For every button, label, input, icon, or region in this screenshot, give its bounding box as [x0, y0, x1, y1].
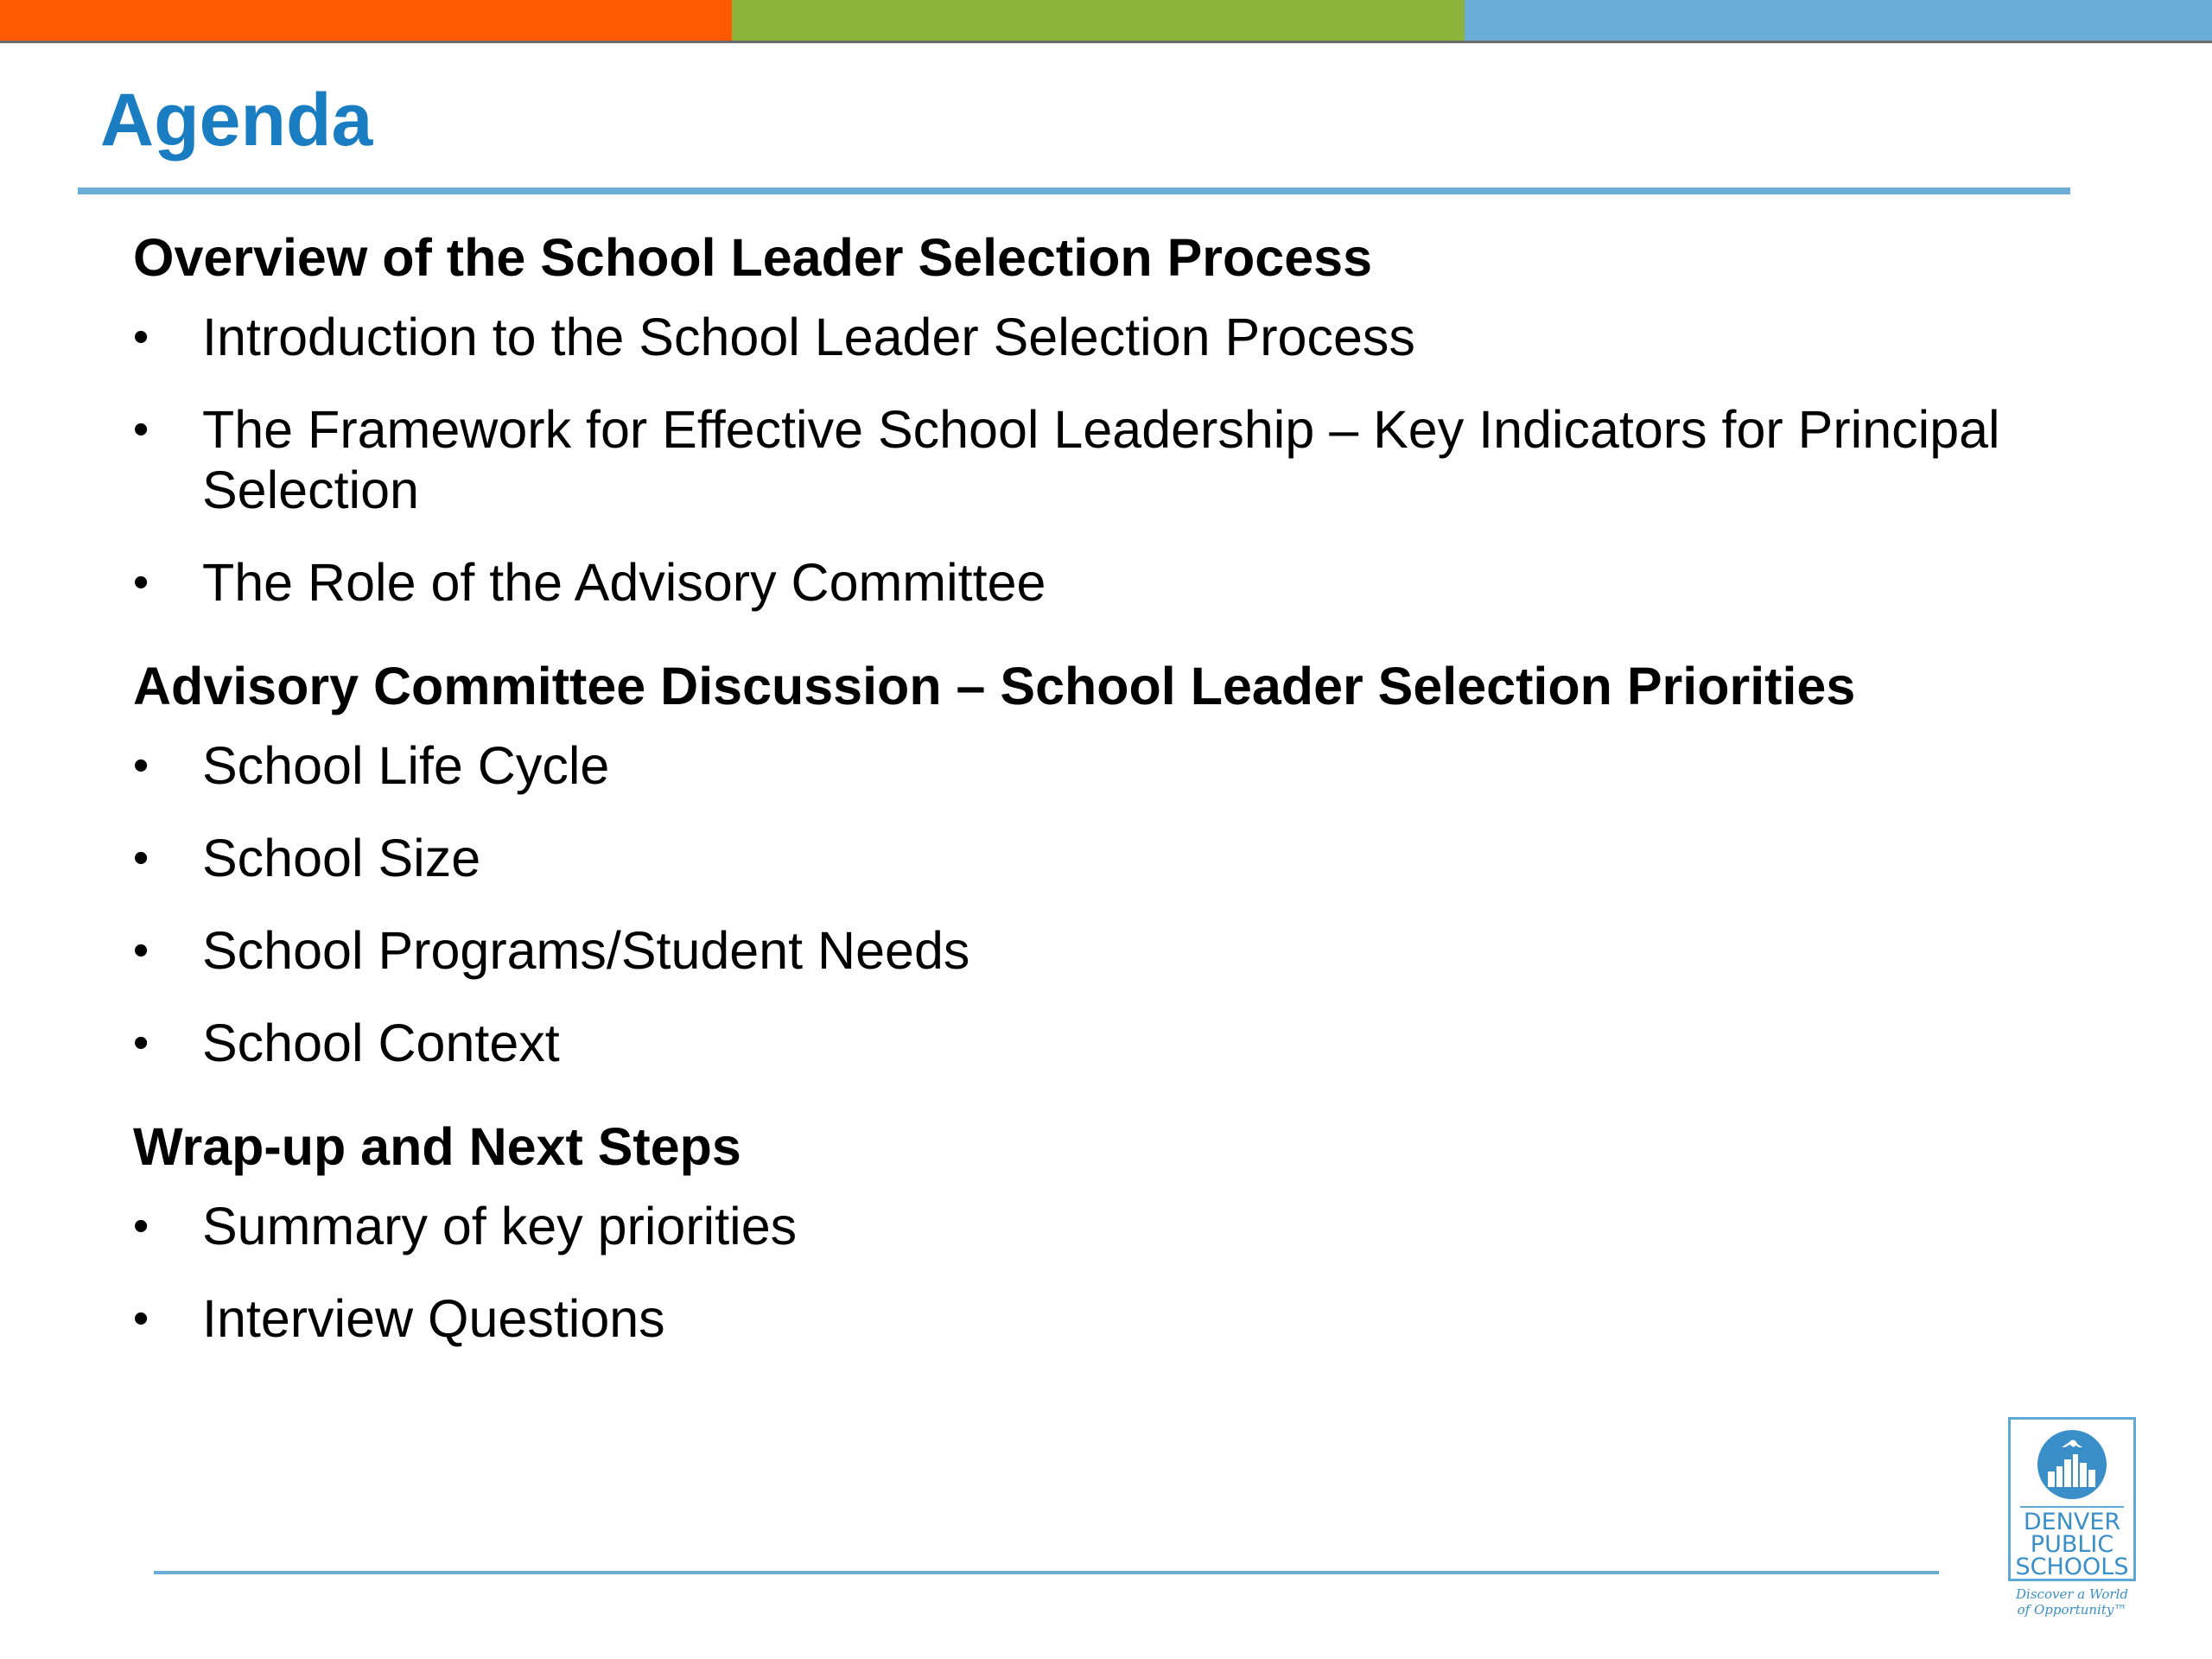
slide-title: Agenda [100, 79, 373, 162]
bullet-icon: • [133, 557, 149, 607]
list-item-text: School Life Cycle [202, 736, 610, 795]
list-item-text: School Size [202, 829, 481, 887]
bullet-icon: • [133, 1294, 149, 1344]
bullet-icon: • [133, 1018, 149, 1068]
logo-tagline-line: Discover a World [2016, 1586, 2128, 1602]
list-item [133, 1013, 2034, 1073]
bullet-icon: • [133, 833, 149, 883]
top-bar-orange-segment [0, 0, 732, 43]
city-skyline-icon [2036, 1428, 2108, 1501]
top-bar-blue-segment [1465, 0, 2212, 43]
list-item-text: Introduction to the School Leader Selection Process [202, 308, 1415, 366]
agenda-content [133, 220, 2034, 1349]
list-item-text: The Framework for Effective School Leadership – Key Indicators for Principal Selection [202, 400, 2000, 519]
footer-rule [154, 1571, 1939, 1574]
list-item [133, 828, 2034, 888]
section-heading: Advisory Committee Discussion – School Leader Selection Priorities [133, 657, 1856, 715]
bullet-icon: • [133, 404, 149, 454]
list-item [133, 307, 2034, 367]
bullet-icon: • [133, 925, 149, 976]
logo-name-line: PUBLIC [2030, 1531, 2114, 1558]
list-item-text: Interview Questions [202, 1289, 665, 1348]
logo-tagline [1994, 1586, 2150, 1618]
bullet-list [133, 735, 2034, 1073]
bullet-icon: • [133, 312, 149, 362]
top-color-bar [0, 0, 2212, 43]
logo-box [2008, 1417, 2136, 1581]
list-item [133, 399, 2034, 520]
bullet-list [133, 307, 2034, 613]
list-item [133, 1288, 2034, 1349]
list-item [133, 1196, 2034, 1256]
list-item [133, 735, 2034, 796]
agenda-section-overview [133, 220, 2034, 613]
section-heading: Wrap-up and Next Steps [133, 1117, 741, 1176]
bullet-icon: • [133, 1201, 149, 1251]
title-underline [78, 188, 2070, 194]
logo-name-line: SCHOOLS [2015, 1554, 2129, 1580]
list-item [133, 552, 2034, 613]
list-item [133, 920, 2034, 981]
logo-name-line: DENVER [2023, 1509, 2121, 1535]
list-item-text: School Programs/Student Needs [202, 921, 970, 980]
list-item-text: Summary of key priorities [202, 1197, 798, 1255]
top-bar-green-segment [732, 0, 1465, 43]
logo-divider [2020, 1506, 2124, 1508]
list-item-text: The Role of the Advisory Committee [202, 553, 1046, 612]
dps-logo [2006, 1417, 2138, 1618]
bullet-icon: • [133, 741, 149, 791]
bullet-list [133, 1196, 2034, 1349]
section-heading: Overview of the School Leader Selection Process [133, 228, 1373, 287]
agenda-section-wrapup [133, 1109, 2034, 1349]
agenda-section-discussion [133, 649, 2034, 1073]
list-item-text: School Context [202, 1014, 560, 1072]
logo-tagline-line: of Opportunity™ [2017, 1602, 2127, 1618]
